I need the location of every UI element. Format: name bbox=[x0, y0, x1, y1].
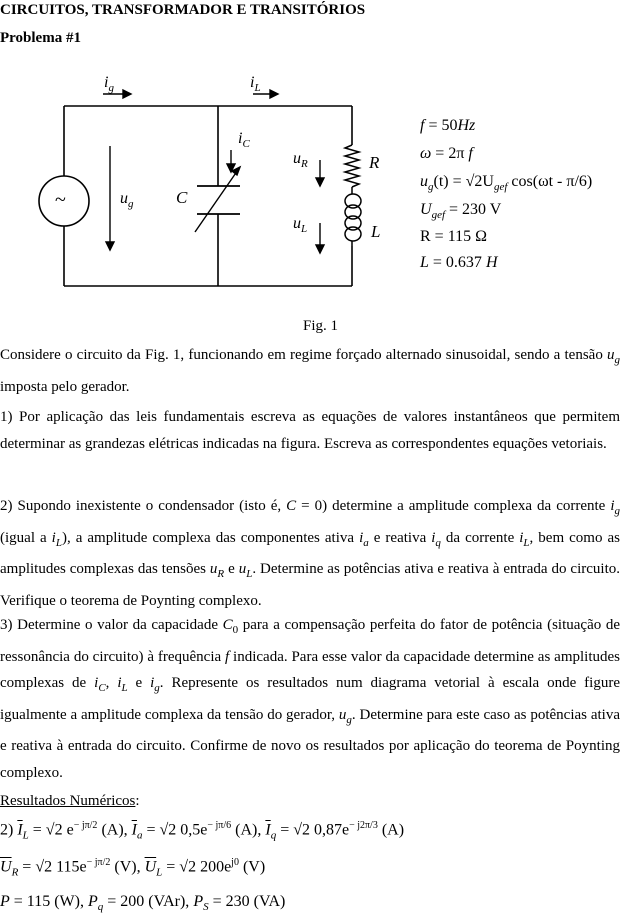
label-L: L bbox=[371, 222, 381, 241]
figure-caption: Fig. 1 bbox=[303, 318, 339, 334]
param-ug: $u_g(t) = √2U_{gef}$ cos(ωt - π/6) bbox=[420, 173, 593, 194]
question-1: 1) Por aplicação das leis fundamentais escreva as equações de valores instantâneos que permitem determinar as grandezas elétricas indicadas na figura. Escreva as correspondentes equações vetoriais. bbox=[0, 409, 620, 452]
param-ugef: $U_{gef} = 230$ V bbox=[420, 201, 502, 222]
results-line-voltages: $\overline{U}_R = √2$ $115e^{- j\pi/2}$ (V), $\overline{U}_L = √2$ $200e^{j0}$ (V) bbox=[0, 857, 266, 879]
document-title: CIRCUITOS, TRANSFORMADOR E TRANSITÓRIOS bbox=[0, 2, 366, 18]
voltage-arrows bbox=[106, 146, 324, 253]
capacitor-symbol bbox=[197, 186, 240, 214]
inductor-symbol bbox=[345, 187, 361, 246]
param-inductance: L = 0.637 H bbox=[420, 254, 498, 271]
label-ug: $u_g$ bbox=[120, 190, 134, 211]
current-arrows bbox=[103, 90, 278, 172]
ac-source-symbol: ~ bbox=[55, 189, 66, 211]
param-frequency: f = 50Hz bbox=[420, 117, 476, 134]
label-uL: $u_L$ bbox=[293, 215, 308, 236]
problem-heading: Problema #1 bbox=[0, 30, 81, 46]
label-uR: $u_R$ bbox=[293, 150, 308, 171]
results-line-powers: P = 115 (W), $P_q = 200$ (VAr), $P_S = 230$ (VA) bbox=[0, 893, 286, 914]
resistor-symbol bbox=[345, 145, 359, 187]
question-3: 3) Determine o valor da capacidade $C_0$ para a compensação perfeita do fator de potência (situação de ressonância do circuito) à frequência f indicada. Para esse valor da capacidade determine as amplitudes complexas de $i_C$, $i_L$ e $i_g$. Represente os resultados num diagrama vetorial à escala onde figure igualmente a amplitude complexa da tensão do gerador, $u_g$. Determine para este caso as potências ativa e reativa à entrada do circuito. Confirme de novo os resultados por aplicação do teorema de Poynting complexo. bbox=[0, 617, 621, 781]
label-iL: $i_L$ bbox=[250, 74, 261, 95]
label-C: C bbox=[176, 188, 188, 207]
results-heading: Resultados Numéricos: bbox=[0, 793, 140, 809]
label-iC: $i_C$ bbox=[238, 130, 250, 151]
label-R: R bbox=[369, 153, 380, 172]
intro-paragraph: Considere o circuito da Fig. 1, funcionando em regime forçado alternado sinusoidal, sendo a tensão $u_g$ imposta pelo gerador. bbox=[0, 347, 620, 395]
param-omega: ω = 2π f bbox=[420, 145, 473, 162]
label-ig: $i_g$ bbox=[104, 74, 114, 95]
question-2: 2) Supondo inexistente o condensador (isto é, C = 0) determine a amplitude complexa da corrente $i_g$ (igual a $i_L$), a amplitude complexa das componentes ativa $i_a$ e reativa $i_q$ da corrente $i_L$, bem como as amplitudes complexas das tensões $u_R$ e $u_L$. Determine as potências ativa e reativa à entrada do circuito. Verifique o teorema de Poynting complexo. bbox=[0, 498, 620, 609]
results-line-currents: 2) $\overline{I}_L = √2$ $e^{- j\pi/2}$ (A), $\overline{I}_a = √2$ $0,5e^{- j\pi/6}$ (A), $\overline{I}_q = √2$ $0,87e^{- j2\pi/3}$ (A) bbox=[0, 820, 405, 842]
param-resistance: R = 115 Ω bbox=[420, 228, 487, 245]
circuit-wires bbox=[64, 106, 352, 286]
